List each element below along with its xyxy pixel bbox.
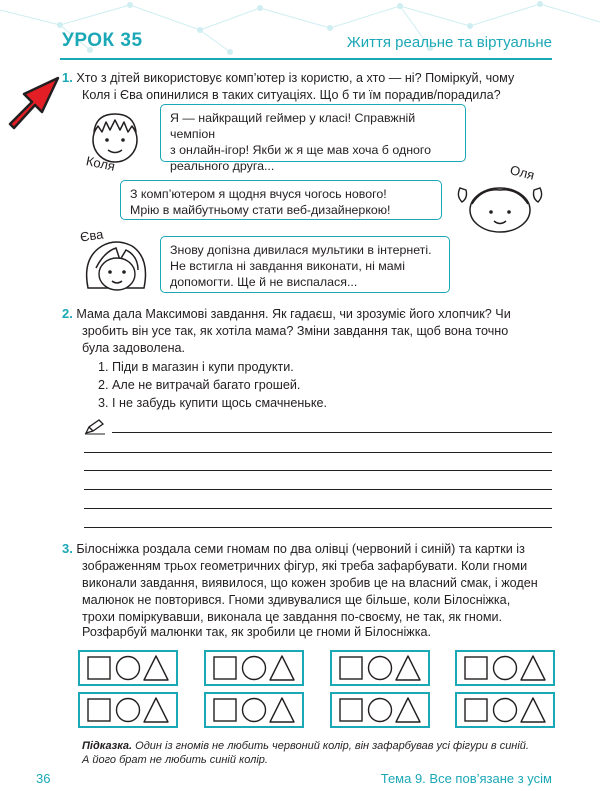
kolya-speech-line: реального друга... [170, 159, 275, 173]
hint-text: Один із гномів не любить червоний колір, він зафарбував усі фігури в синій. [132, 740, 529, 752]
olya-name: Оля [508, 162, 537, 183]
page-number: 36 [36, 771, 51, 786]
yeva-speech-bubble [160, 236, 450, 293]
list-item: 2. Але не витрачай багато грошей. [98, 378, 301, 392]
circle-shape[interactable] [117, 657, 140, 680]
lesson-title: УРОК 35 [62, 30, 143, 51]
shape-card[interactable] [78, 692, 178, 728]
answer-line[interactable] [84, 508, 552, 509]
task-3-number: 3. [62, 541, 73, 556]
answer-line[interactable] [84, 489, 552, 490]
task-3-line: виконали завдання, виявилося, що кожен зробив це на власний смак, і жоден [82, 576, 538, 590]
footer-theme: Тема 9. Все пов’язане з усім [380, 771, 552, 786]
circle-shape[interactable] [369, 699, 392, 722]
olya-speech-bubble [120, 180, 442, 220]
yeva-face-icon [80, 238, 152, 294]
shape-card[interactable] [330, 692, 430, 728]
square-shape[interactable] [88, 699, 110, 721]
task-2-text [62, 305, 562, 357]
pencil-icon [84, 418, 106, 436]
task-1-line-1: Хто з дітей використовує комп’ютер із користю, а хто — ні? Поміркуй, чому [76, 71, 515, 85]
square-shape[interactable] [340, 699, 362, 721]
task-1-text [62, 69, 562, 104]
hint-text-2: А його брат не любить синій колір. [82, 754, 268, 766]
task-2-line: зробить він усе так, як хотіла мама? Зміни завдання так, щоб вона точно [82, 324, 509, 338]
shape-card[interactable] [78, 650, 178, 686]
task-2-list [98, 358, 327, 412]
shape-card[interactable] [330, 650, 430, 686]
task-3-line: зображенням трьох геометричних фігур, які треба зафарбувати. Коли гноми [82, 559, 528, 573]
triangle-shape[interactable] [144, 656, 168, 680]
task-3-line: малюнок не повторився. Гноми здивувалися ще більше, коли Білосніжка, [82, 593, 511, 607]
task-2-line: була задоволена. [82, 341, 186, 355]
circle-shape[interactable] [117, 699, 140, 722]
square-shape[interactable] [88, 657, 110, 679]
shape-card[interactable] [204, 650, 304, 686]
shape-card[interactable] [455, 692, 555, 728]
task-3-instruction: Розфарбуй малюнки так, як зробили це гноми й Білосніжка. [82, 625, 431, 639]
shape-card[interactable] [204, 692, 304, 728]
task-3-line: трохи поміркувавши, виконала це завдання по-своєму, не так, як гноми. [82, 610, 503, 624]
answer-line[interactable] [84, 527, 552, 528]
square-shape[interactable] [214, 699, 236, 721]
task-2-number: 2. [62, 306, 73, 321]
triangle-shape[interactable] [521, 656, 545, 680]
yeva-speech-line: Знову допізна дивилася мультики в інтернеті. [170, 243, 432, 257]
header-divider [60, 58, 552, 60]
square-shape[interactable] [214, 657, 236, 679]
square-shape[interactable] [465, 657, 487, 679]
kolya-speech-line: Я — найкращий геймер у класі! Справжній чемпіон [170, 111, 416, 141]
task-1-number: 1. [62, 70, 73, 85]
yeva-name: Єва [79, 226, 105, 245]
answer-line[interactable] [84, 470, 552, 471]
kolya-speech-line: з онлайн-ігор! Якби ж я ще мав хоча б одного [170, 143, 432, 157]
triangle-shape[interactable] [396, 656, 420, 680]
hint [82, 739, 552, 767]
olya-speech-line: З комп’ютером я щодня вчуся чогось нового! [130, 187, 387, 201]
lesson-topic: Життя реальне та віртуальне [346, 34, 552, 51]
circle-shape[interactable] [494, 657, 517, 680]
list-item: 1. Піди в магазин і купи продукти. [98, 360, 294, 374]
olya-face-icon [452, 176, 548, 236]
circle-shape[interactable] [243, 657, 266, 680]
task-2-line: Мама дала Максимові завдання. Як гадаєш, чи зрозуміє його хлопчик? Чи [76, 307, 511, 321]
task-3-text [62, 540, 562, 626]
kolya-speech-bubble [160, 104, 466, 173]
pointer-arrow-icon [2, 72, 62, 130]
yeva-speech-line: допомогти. Ще й не виспалася... [170, 275, 358, 289]
olya-speech-line: Мрію в майбутньому стати веб-дизайнеркою! [130, 203, 391, 217]
circle-shape[interactable] [243, 699, 266, 722]
triangle-shape[interactable] [270, 656, 294, 680]
hint-label: Підказка. [82, 740, 133, 752]
task-3-line: Білосніжка роздала семи гномам по два олівці (червоний і синій) та картки із [76, 542, 525, 556]
triangle-shape[interactable] [521, 698, 545, 722]
yeva-speech-line: Не встигла ні завдання виконати, ні мамі [170, 259, 405, 273]
shape-card[interactable] [455, 650, 555, 686]
task-1-line-2: Коля і Єва опинилися в таких ситуаціях. Що б ти їм порадив/порадила? [82, 88, 501, 102]
circle-shape[interactable] [494, 699, 517, 722]
triangle-shape[interactable] [144, 698, 168, 722]
kolya-name: Коля [84, 153, 117, 174]
answer-line[interactable] [112, 432, 552, 433]
triangle-shape[interactable] [396, 698, 420, 722]
triangle-shape[interactable] [270, 698, 294, 722]
answer-line[interactable] [84, 452, 552, 453]
list-item: 3. І не забудь купити щось смачненьке. [98, 396, 328, 410]
circle-shape[interactable] [369, 657, 392, 680]
square-shape[interactable] [340, 657, 362, 679]
square-shape[interactable] [465, 699, 487, 721]
